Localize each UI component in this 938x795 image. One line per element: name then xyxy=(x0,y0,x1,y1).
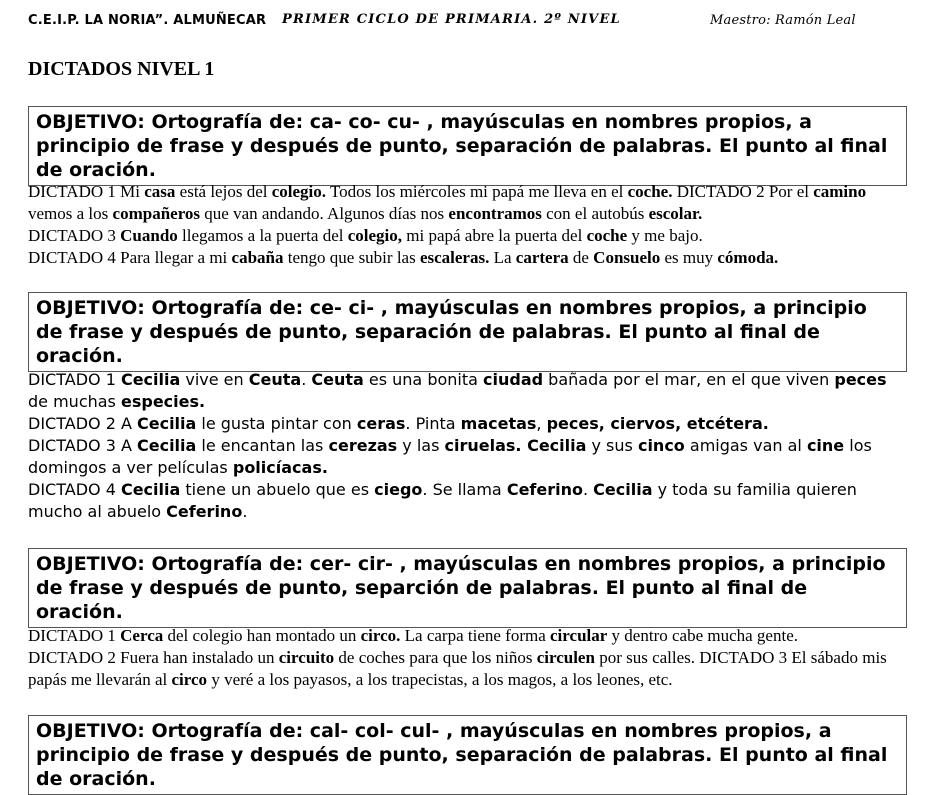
keyword: casa xyxy=(144,182,176,201)
teacher-name: Maestro: Ramón Leal xyxy=(710,13,856,28)
keyword: Cecilia xyxy=(120,480,181,499)
objective-box-3: OBJETIVO: Ortografía de: cer- cir- , mayúsculas en nombres propios, a principio de frase y después de punto, separción de palabras. El punto al final de oración. xyxy=(28,548,907,628)
keyword: especies. xyxy=(120,392,206,411)
school-name: C.E.I.P. LA NORIA”. ALMUÑECAR xyxy=(28,13,267,28)
text-run: vemos a los xyxy=(28,204,113,223)
text-run: le gusta pintar con xyxy=(196,414,357,433)
keyword: circulen xyxy=(536,648,595,667)
text-run: Todos los miércoles mi papá me lleva en el xyxy=(326,182,628,201)
page-title: DICTADOS NIVEL 1 xyxy=(28,58,215,80)
text-run: DICTADO 2 Fuera han instalado un xyxy=(28,648,279,667)
keyword: circo xyxy=(171,670,208,689)
text-run: tiene un abuelo que es xyxy=(180,480,375,499)
text-run: La xyxy=(489,248,516,267)
keyword: coche xyxy=(586,226,628,245)
keyword: policíacas. xyxy=(232,458,328,477)
text-run: bañada por el mar, en el que viven xyxy=(543,370,835,389)
dictation-line xyxy=(28,479,908,523)
text-run: DICTADO 4 xyxy=(28,480,121,499)
keyword: Cecilia xyxy=(593,480,653,499)
dictation-line xyxy=(28,369,908,413)
text-run: DICTADO 1 xyxy=(28,370,121,389)
dictation-line xyxy=(28,247,908,269)
keyword: Ceuta xyxy=(248,370,302,389)
text-run: DICTADO 1 Mi xyxy=(28,182,145,201)
text-run: . xyxy=(583,480,594,499)
objective-box-1: OBJETIVO: Ortografía de: ca- co- cu- , mayúsculas en nombres propios, a principio de frase y después de punto, separación de palabras. El punto al final de oración. xyxy=(28,106,907,186)
text-run: de muchas xyxy=(28,392,121,411)
text-run: vive en xyxy=(180,370,249,389)
keyword: ciruelas. Cecilia xyxy=(444,436,587,455)
dictation-block-1 xyxy=(28,181,908,269)
dictation-line xyxy=(28,647,908,691)
text-run: DICTADO 4 Para llegar a mi xyxy=(28,248,232,267)
text-run: y dentro cabe mucha gente. xyxy=(607,626,798,645)
text-run: de coches para que los niños xyxy=(334,648,537,667)
keyword: cómoda. xyxy=(717,248,779,267)
keyword: Ceuta xyxy=(311,370,364,389)
text-run: amigas van al xyxy=(684,436,807,455)
dictation-line xyxy=(28,181,908,225)
text-run: es muy xyxy=(660,248,718,267)
keyword: encontramos xyxy=(448,204,542,223)
keyword: coche. xyxy=(627,182,673,201)
text-run: DICTADO 2 A xyxy=(28,414,137,433)
cycle-label: PRIMER CICLO DE PRIMARIA. 2º NIVEL xyxy=(282,12,621,27)
text-run: llegamos a la puerta del xyxy=(177,226,348,245)
keyword: circo. xyxy=(360,626,401,645)
dictation-block-2 xyxy=(28,369,908,523)
keyword: Cuando xyxy=(120,226,178,245)
keyword: peces xyxy=(834,370,887,389)
keyword: colegio, xyxy=(347,226,403,245)
keyword: Cecilia xyxy=(136,436,197,455)
keyword: cerezas xyxy=(328,436,398,455)
text-run: . xyxy=(301,370,312,389)
keyword: Cecilia xyxy=(120,370,181,389)
text-run: por sus calles. DICTADO 3 El sábado mis papás me llevarán al xyxy=(28,648,887,689)
dictation-line xyxy=(28,625,908,647)
keyword: escolar. xyxy=(648,204,703,223)
dictation-block-3 xyxy=(28,625,908,691)
keyword: ciego xyxy=(374,480,423,499)
text-run: y las xyxy=(397,436,445,455)
keyword: cinco xyxy=(637,436,685,455)
text-run: . Se llama xyxy=(422,480,507,499)
keyword: Ceferino xyxy=(506,480,583,499)
text-run: y me bajo. xyxy=(627,226,703,245)
keyword: peces, ciervos, etcétera. xyxy=(546,414,769,433)
text-run: , xyxy=(536,414,547,433)
document-header xyxy=(28,12,918,34)
text-run: . xyxy=(242,502,248,521)
text-run: con el autobús xyxy=(541,204,649,223)
keyword: ciudad xyxy=(483,370,544,389)
text-run: DICTADO 1 xyxy=(28,626,121,645)
keyword: circuito xyxy=(278,648,335,667)
keyword: colegio. xyxy=(271,182,327,201)
keyword: cabaña xyxy=(231,248,284,267)
keyword: Cecilia xyxy=(136,414,197,433)
keyword: compañeros xyxy=(112,204,201,223)
keyword: circular xyxy=(550,626,608,645)
keyword: cine xyxy=(806,436,845,455)
text-run: le encantan las xyxy=(196,436,329,455)
text-run: del colegio han montado un xyxy=(163,626,361,645)
keyword: cartera xyxy=(515,248,569,267)
text-run: que van andando. Algunos días nos xyxy=(200,204,449,223)
dictation-line xyxy=(28,435,908,479)
text-run: es una bonita xyxy=(363,370,484,389)
text-run: y toda su familia quieren mucho al abuelo xyxy=(28,480,857,521)
objective-box-2: OBJETIVO: Ortografía de: ce- ci- , mayúsculas en nombres propios, a principio de frase y después de punto, separación de palabras. El punto al final de oración. xyxy=(28,292,907,372)
objective-box-4: OBJETIVO: Ortografía de: cal- col- cul- , mayúsculas en nombres propios, a principio de frase y después de punto, separación de palabras. El punto al final de oración. xyxy=(28,715,907,795)
keyword: Consuelo xyxy=(593,248,661,267)
keyword: camino xyxy=(813,182,867,201)
text-run: y sus xyxy=(586,436,638,455)
text-run: y veré a los payasos, a los trapecistas, a los magos, a los leones, etc. xyxy=(207,670,673,689)
text-run: está lejos del xyxy=(175,182,272,201)
keyword: Cerca xyxy=(120,626,164,645)
text-run: los domingos a ver películas xyxy=(28,436,872,477)
keyword: macetas xyxy=(460,414,537,433)
dictation-line xyxy=(28,225,908,247)
keyword: escaleras. xyxy=(419,248,490,267)
text-run: . Pinta xyxy=(405,414,461,433)
text-run: tengo que subir las xyxy=(283,248,420,267)
keyword: ceras xyxy=(356,414,406,433)
text-run: La carpa tiene forma xyxy=(400,626,551,645)
text-run: mi papá abre la puerta del xyxy=(402,226,587,245)
keyword: Ceferino xyxy=(166,502,243,521)
text-run: DICTADO 3 xyxy=(28,226,121,245)
dictation-line xyxy=(28,413,908,435)
text-run: de xyxy=(568,248,594,267)
text-run: DICTADO 2 Por el xyxy=(672,182,814,201)
text-run: DICTADO 3 A xyxy=(28,436,137,455)
